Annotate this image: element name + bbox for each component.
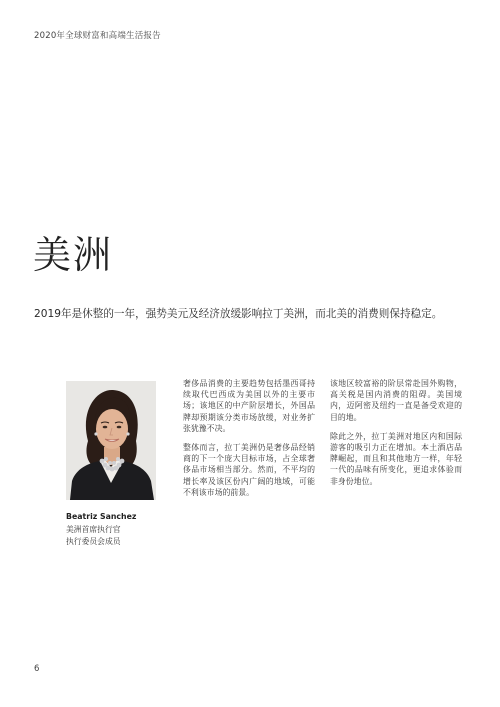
executive-membership: 执行委员会成员 xyxy=(66,537,121,546)
body-paragraph: 该地区较富裕的阶层常赴国外购物，高关税是国内消费的阻碍。美国境内，迈阿密及纽约一直是备受欢迎的目的地。 xyxy=(330,379,462,422)
report-header-title: 2020年全球财富和高端生活报告 xyxy=(34,31,161,41)
body-paragraph: 除此之外，拉丁美洲对地区内和国际游客的吸引力正在增加。本土酒店品牌崛起，而且和其他地方一样，年轻一代的品味有所变化，更追求体验而非身份地位。 xyxy=(330,431,462,486)
portrait-illustration xyxy=(66,381,156,500)
section-title: 美洲 xyxy=(33,233,114,277)
body-column-2 xyxy=(330,378,462,495)
body-paragraph: 整体而言，拉丁美洲仍是奢侈品经销商的下一个庞大目标市场，占全球奢侈品市场相当部分。然而，不平均的增长率及该区份内广阔的地域，可能不利该市场的前景。 xyxy=(183,443,315,497)
lead-paragraph: 2019年是休整的一年，强势美元及经济放缓影响拉丁美洲，而北美的消费则保持稳定。 xyxy=(34,308,443,320)
executive-role: 美洲首席执行官 xyxy=(66,524,121,534)
executive-name: Beatriz Sanchez xyxy=(66,512,137,521)
portrait-caption xyxy=(66,511,186,549)
body-paragraph: 奢侈品消费的主要趋势包括墨西哥持续取代巴西成为美国以外的主要市场；该地区的中产阶层增长，外国品牌却预期该分类市场放缓，对业务扩张犹豫不决。 xyxy=(183,379,315,433)
body-column-1 xyxy=(183,378,315,506)
executive-portrait xyxy=(66,381,156,500)
page-number: 6 xyxy=(34,664,40,674)
